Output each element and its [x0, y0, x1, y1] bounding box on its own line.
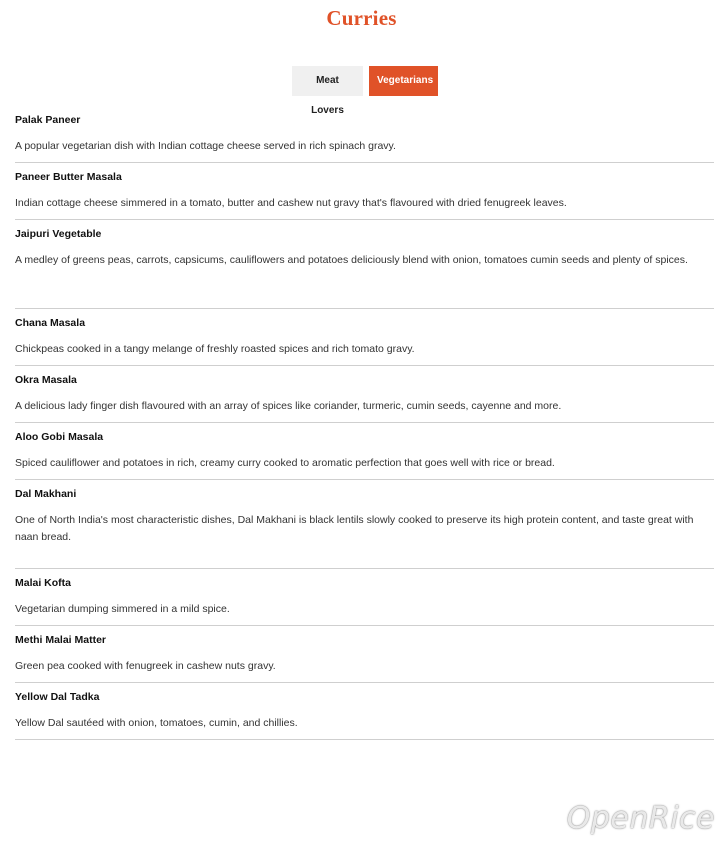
menu-item-name: Okra Masala [15, 374, 77, 386]
menu-item-name: Methi Malai Matter [15, 634, 107, 646]
menu-item-description: Indian cottage cheese simmered in a tomato, butter and cashew nut gravy that's flavoured with dried fenugreek leaves. [15, 197, 567, 209]
menu-item-description: Spiced cauliflower and potatoes in rich, creamy curry cooked to aromatic perfection that goes well with rice or bread. [15, 457, 555, 469]
menu-list [15, 106, 714, 740]
tab-vegetarians[interactable]: Vegetarians [369, 66, 438, 96]
menu-item [15, 106, 714, 163]
menu-item [15, 423, 714, 480]
menu-item-description: Yellow Dal sautéed with onion, tomatoes, cumin, and chillies. [15, 717, 298, 729]
menu-item-description: One of North India's most characteristic dishes, Dal Makhani is black lentils slowly cooked to preserve its high protein content, and taste great with naan bread. [15, 514, 694, 543]
menu-item-name: Dal Makhani [15, 488, 77, 500]
category-tabs [292, 66, 438, 116]
menu-item-name: Paneer Butter Masala [15, 171, 122, 183]
menu-item [15, 480, 714, 569]
tab-meat-lovers[interactable]: Meat Lovers [292, 66, 363, 96]
menu-item [15, 569, 714, 626]
menu-item-name: Chana Masala [15, 317, 86, 329]
menu-item-name: Palak Paneer [15, 114, 81, 126]
menu-item-name: Aloo Gobi Masala [15, 431, 104, 443]
openrice-watermark: OpenRice [566, 801, 715, 836]
menu-item [15, 309, 714, 366]
menu-item [15, 366, 714, 423]
menu-item [15, 220, 714, 309]
menu-item [15, 683, 714, 740]
page-title: Curries [326, 6, 397, 30]
menu-item-name: Malai Kofta [15, 577, 72, 589]
menu-item [15, 626, 714, 683]
menu-item [15, 163, 714, 220]
menu-item-name: Yellow Dal Tadka [15, 691, 100, 703]
menu-item-description: Chickpeas cooked in a tangy melange of freshly roasted spices and rich tomato gravy. [15, 343, 415, 355]
menu-item-description: Vegetarian dumping simmered in a mild spice. [15, 603, 230, 615]
menu-item-name: Jaipuri Vegetable [15, 228, 102, 240]
menu-item-description: A popular vegetarian dish with Indian cottage cheese served in rich spinach gravy. [15, 140, 396, 152]
menu-item-description: Green pea cooked with fenugreek in cashew nuts gravy. [15, 660, 276, 672]
menu-item-description: A medley of greens peas, carrots, capsicums, cauliflowers and potatoes deliciously blend with onion, tomatoes cumin seeds and plenty of spices. [15, 254, 688, 266]
menu-item-description: A delicious lady finger dish flavoured with an array of spices like coriander, turmeric, cumin seeds, cayenne and more. [15, 400, 562, 412]
